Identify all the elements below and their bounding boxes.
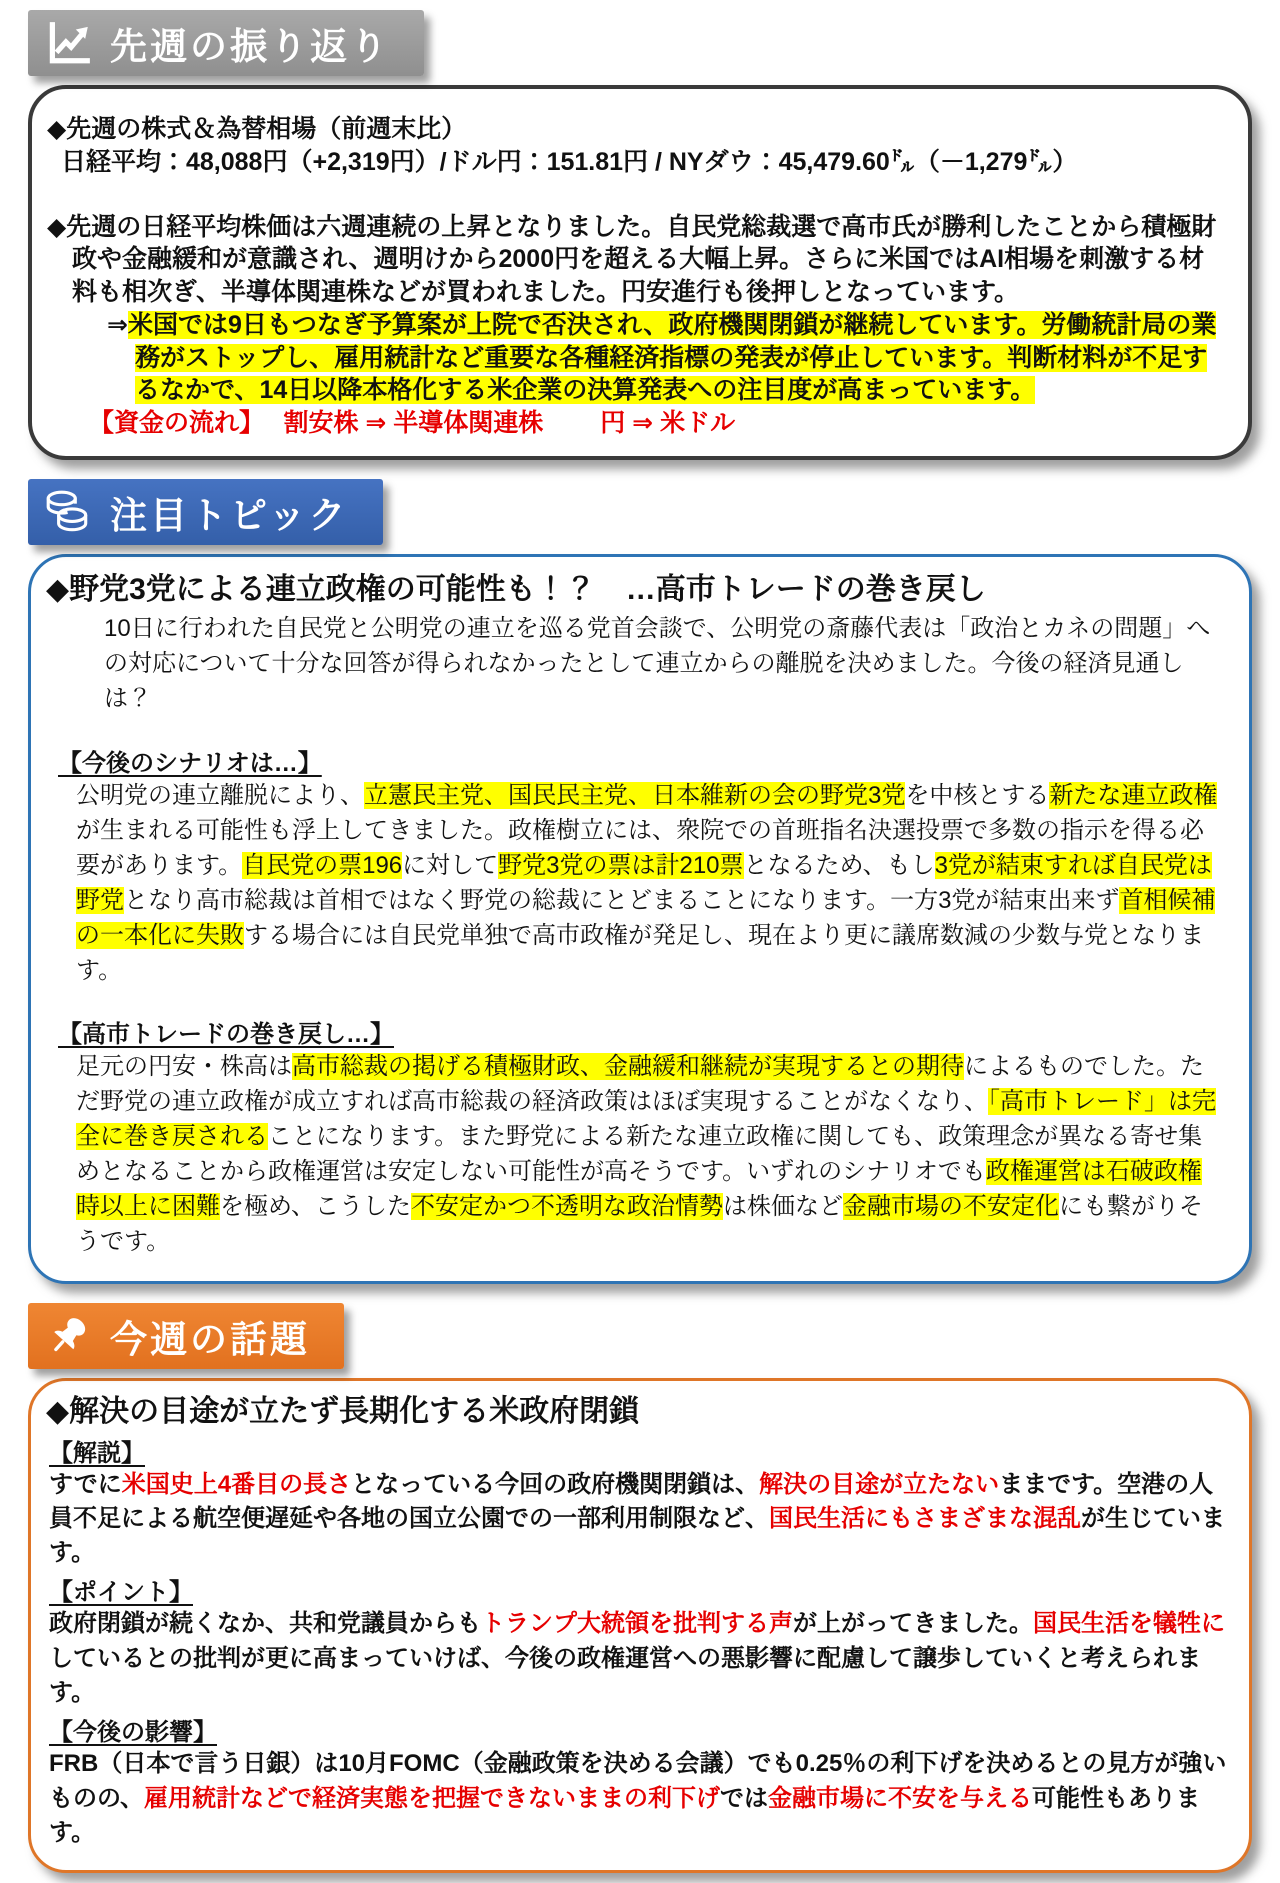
spacer xyxy=(47,179,1222,211)
takaichi-trade-paragraph xyxy=(76,1049,1225,1259)
section-header-this-week xyxy=(28,1303,344,1369)
text-segment: 政権運営は石破政権時以上に困難 xyxy=(76,1157,1202,1220)
us-shutdown-note-paragraph xyxy=(107,309,1222,407)
text-segment: 【ポイント】 xyxy=(49,1579,193,1607)
text-segment: を極め、こうした xyxy=(220,1192,412,1220)
text-segment: ままです。空港の人員不足による航空便遅延や各地の国立公園での一部利用制限など、 xyxy=(49,1470,1214,1532)
text-segment: では xyxy=(720,1784,769,1812)
text-segment: 【高市トレードの巻き戻し…】 xyxy=(58,1020,394,1048)
text-segment: ⇒ xyxy=(107,310,128,339)
text-segment: 雇用統計などで経済実態を把握できないままの利下げ xyxy=(144,1784,721,1812)
nikkei-review-paragraph xyxy=(47,211,1222,309)
section-topic xyxy=(28,479,1252,1284)
text-segment: ◆解決の目途が立たず長期化する米政府閉鎖 xyxy=(46,1395,640,1429)
scenario-paragraph xyxy=(76,778,1225,988)
text-segment: は株価など xyxy=(723,1192,844,1220)
text-segment: 3党が結束すれば自民党は野党 xyxy=(76,851,1212,914)
eikyou-label xyxy=(49,1712,1229,1747)
money-flow-line xyxy=(89,407,1222,440)
text-segment: 10日に行われた自民党と公明党の連立を巡る党首会談で、公明党の斎藤代表は「政治とカネの問題」への対応について十分な回答が得られなかったとして連立からの離脱を決めました。今後の経済見通しは？ xyxy=(104,615,1211,712)
section-last-week xyxy=(28,10,1252,460)
kaisetsu-label xyxy=(49,1433,1229,1468)
text-segment: 米国では9日もつなぎ予算案が上院で否決され、政府機関閉鎖が継続しています。労働統計局の業務がストップし、雇用統計など重要な各種経済指標の発表が停止しています。判断材料が不足するなかで、14日以降本格化する米企業の決算発表への注目度が高まっています。 xyxy=(127,310,1217,405)
text-segment: する場合には自民党単独で高市政権が発足し、現在より更に議席数減の少数与党となります。 xyxy=(76,921,1204,984)
text-segment: すでに xyxy=(49,1470,122,1498)
text-segment: FRB（日本で言う日銀）は10月FOMC（金融政策を決める会議）でも0.25％の利下げを決めるとの見方が強いものの、 xyxy=(49,1750,1227,1812)
this-week-headline xyxy=(46,1393,1229,1431)
trend-chart-icon xyxy=(42,17,94,69)
text-segment: にも繋がりそうです。 xyxy=(76,1192,1204,1255)
text-segment: 【今後のシナリオは…】 xyxy=(58,749,322,777)
section-title-topic: 注目トピック xyxy=(110,494,349,536)
text-segment: を中核とする xyxy=(905,781,1050,809)
text-segment: 金融市場の不安定化 xyxy=(843,1192,1060,1220)
text-segment: 首相候補の一本化に失敗 xyxy=(76,886,1216,949)
section-header-last-week xyxy=(28,10,424,76)
text-segment: によるものでした。ただ野党の連立政権が成立すれば高市総裁の経済政策はほぼ実現することがなくなり、 xyxy=(76,1052,1204,1115)
text-segment: 国民生活を犠牲に xyxy=(1033,1610,1225,1638)
text-segment: 「高市トレード」は完全に巻き戻される xyxy=(76,1087,1216,1150)
market-figures-line xyxy=(47,146,1222,179)
text-segment: ◆先週の株式＆為替相場（前週末比） xyxy=(47,115,467,143)
topic-box xyxy=(28,554,1252,1284)
pushpin-icon xyxy=(42,1310,94,1362)
text-segment: 国民生活にもさまざまな混乱 xyxy=(769,1504,1081,1532)
text-segment: 米国史上4番目の長さ xyxy=(121,1470,352,1498)
topic-headline xyxy=(46,571,1225,609)
section-title-last-week: 先週の振り返り xyxy=(110,26,390,67)
scenario-label xyxy=(58,743,1225,778)
text-segment: 不安定かつ不透明な政治情勢 xyxy=(411,1192,724,1220)
text-segment: が上がってきました。 xyxy=(793,1610,1033,1638)
this-week-box xyxy=(28,1378,1252,1873)
point-label xyxy=(49,1572,1229,1607)
text-segment: 立憲民主党、国民民主党、日本維新の会の野党3党 xyxy=(364,781,906,809)
text-segment: トランプ大統領を批判する声 xyxy=(481,1610,793,1638)
text-segment: 【今後の影響】 xyxy=(49,1719,217,1747)
takaichi-trade-label xyxy=(58,1014,1225,1049)
text-segment: 足元の円安・株高は xyxy=(76,1052,292,1080)
coins-icon xyxy=(42,486,94,538)
section-title-this-week: 今週の話題 xyxy=(110,1319,310,1361)
section-header-topic xyxy=(28,479,383,545)
text-segment: ◆先週の日経平均株価は六週連続の上昇となりました。自民党総裁選で高市氏が勝利したことから積極財政や金融緩和が意識され、週明けから2000円を超える大幅上昇。さらに米国ではAI相場を刺激する材料も相次ぎ、半導体関連株などが買われました。円安進行も後押しとなっています。 xyxy=(47,212,1217,306)
text-segment: 【資金の流れ】 割安株 ⇒ 半導体関連株 円 ⇒ 米ドル xyxy=(89,409,736,437)
text-segment: 日経平均：48,088円（+2,319円）/ドル円：151.81円 / NYダウ：45,479.60㌦（－1,279㌦） xyxy=(61,147,1078,176)
spacer xyxy=(46,717,1225,743)
text-segment: 金融市場に不安を与える xyxy=(768,1784,1033,1812)
text-segment: となるため、もし xyxy=(743,851,935,879)
eikyou-paragraph xyxy=(49,1747,1229,1850)
point-paragraph xyxy=(49,1607,1229,1710)
market-summary-heading xyxy=(47,113,1222,146)
text-segment: となっている今回の政府機関閉鎖は、 xyxy=(351,1470,760,1498)
text-segment: 高市総裁の掲げる積極財政、金融緩和継続が実現するとの期待 xyxy=(292,1052,964,1080)
text-segment: 【解説】 xyxy=(49,1439,145,1467)
text-segment: ◆野党3党による連立政権の可能性も！？ …高市トレードの巻き戻し xyxy=(46,572,986,606)
last-week-box xyxy=(28,85,1252,460)
text-segment: 政府閉鎖が続くなか、共和党議員からも xyxy=(49,1610,481,1638)
text-segment: となり高市総裁は首相ではなく野党の総裁にとどまることになります。一方3党が結束出来ず xyxy=(124,886,1120,914)
spacer xyxy=(46,988,1225,1014)
text-segment: ことになります。また野党による新たな連立政権に関しても、政策理念が異なる寄せ集めとなることから政権運営は安定しない可能性が高そうです。いずれのシナリオでも xyxy=(76,1122,1203,1185)
text-segment: 可能性もあります。 xyxy=(49,1784,1201,1847)
kaisetsu-paragraph xyxy=(49,1468,1229,1571)
text-segment: しているとの批判が更に高まっていけば、今後の政権運営への悪影響に配慮して譲歩していくと考えられます。 xyxy=(49,1644,1201,1707)
text-segment: が生じています。 xyxy=(49,1504,1225,1567)
text-segment: に対して xyxy=(402,851,499,879)
section-this-week xyxy=(28,1303,1252,1873)
text-segment: 解決の目途が立たない xyxy=(759,1470,1000,1498)
text-segment: が生まれる可能性も浮上してきました。政権樹立には、衆院での首班指名決選投票で多数の指示を得る必要があります。 xyxy=(76,816,1204,879)
text-segment: 公明党の連立離脱により、 xyxy=(76,781,364,809)
text-segment: 野党3党の票は計210票 xyxy=(498,851,744,879)
text-segment: 自民党の票196 xyxy=(242,851,403,879)
topic-lead-paragraph xyxy=(104,612,1225,716)
text-segment: 新たな連立政権 xyxy=(1049,781,1218,809)
